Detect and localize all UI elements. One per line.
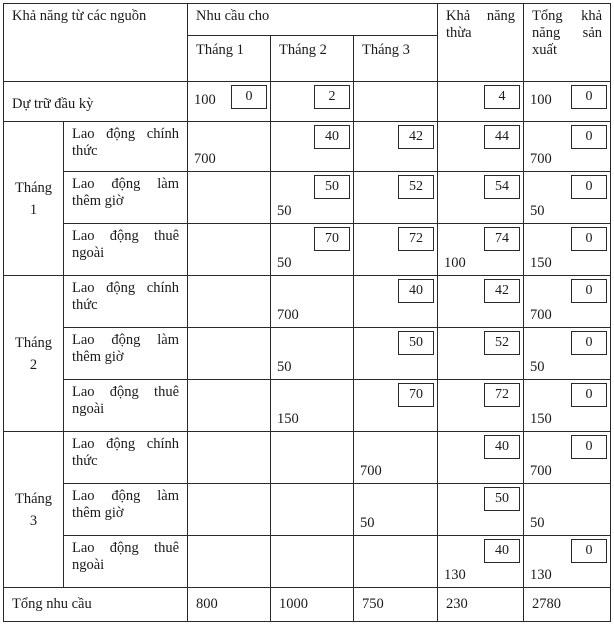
g2-r1-label-a: Lao động chính xyxy=(72,280,180,296)
header-surplus-a: Khả xyxy=(446,8,471,24)
g1-r2-m2-cost: 50 xyxy=(314,175,350,199)
header-total-e: xuất xyxy=(532,42,557,58)
g2-r3-surplus xyxy=(438,380,524,432)
header-total-c: năng xyxy=(532,25,561,41)
g3-r1-surplus-cost: 40 xyxy=(484,435,520,459)
g1-r1-m3 xyxy=(354,122,438,172)
g3-r1-label-a: Lao động chính xyxy=(72,436,180,452)
g3-r3-surplus-value: 130 xyxy=(444,567,466,583)
header-surplus-c: thừa xyxy=(446,25,472,41)
g2-r1-m1 xyxy=(188,276,271,328)
g3-r3-total-cost: 0 xyxy=(571,539,607,563)
g1-row2 xyxy=(4,172,611,224)
totals-surplus: 230 xyxy=(438,588,524,622)
g1-r1-surplus-cost: 44 xyxy=(484,125,520,149)
g1-r1-label-a: Lao động chính xyxy=(72,126,180,142)
g2-r2-m2 xyxy=(271,328,354,380)
g2-r1-total xyxy=(524,276,611,328)
header-total-capacity xyxy=(524,4,611,82)
g3-r3-label-a: Lao động thuê xyxy=(72,540,180,556)
opening-total-value: 100 xyxy=(530,92,552,108)
g3-r1-total-value: 700 xyxy=(530,463,552,479)
g3-r2-label xyxy=(64,484,188,536)
g2-r3-m1 xyxy=(188,380,271,432)
g1-r2-surplus xyxy=(438,172,524,224)
group-2-label-b: 2 xyxy=(29,356,38,373)
g2-r1-surplus xyxy=(438,276,524,328)
g1-r2-label-b: thêm giờ xyxy=(72,193,124,209)
cell-opening-m1 xyxy=(188,82,271,122)
cell-opening-surplus xyxy=(438,82,524,122)
g3-r3-total xyxy=(524,536,611,588)
cell-opening-m3 xyxy=(354,82,438,122)
g1-r1-m1-value: 700 xyxy=(194,151,216,167)
g2-r3-label-b: ngoài xyxy=(72,401,105,417)
g3-r2-m2 xyxy=(271,484,354,536)
g3-r1-m2 xyxy=(271,432,354,484)
g1-r2-total-value: 50 xyxy=(530,203,545,219)
g2-r2-surplus xyxy=(438,328,524,380)
g1-r1-total xyxy=(524,122,611,172)
g2-row2 xyxy=(4,328,611,380)
g3-r2-m3-value: 50 xyxy=(360,515,375,531)
g3-r2-m3 xyxy=(354,484,438,536)
g2-r3-total xyxy=(524,380,611,432)
g1-r2-label xyxy=(64,172,188,224)
group-3-label-b: 3 xyxy=(29,512,38,529)
g2-r3-m3 xyxy=(354,380,438,432)
g3-r1-m3 xyxy=(354,432,438,484)
g3-r2-label-a: Lao động làm xyxy=(72,488,180,504)
totals-m2: 1000 xyxy=(271,588,354,622)
g3-r3-total-value: 130 xyxy=(530,567,552,583)
group-3-label-a: Tháng xyxy=(14,490,53,507)
g3-r1-total-cost: 0 xyxy=(571,435,607,459)
g2-r2-surplus-cost: 52 xyxy=(484,331,520,355)
cell-opening-total xyxy=(524,82,611,122)
g3-r2-label-b: thêm giờ xyxy=(72,505,124,521)
group-2-label-a: Tháng xyxy=(14,334,53,351)
g3-r3-m3 xyxy=(354,536,438,588)
g3-r3-m2 xyxy=(271,536,354,588)
g2-r3-label xyxy=(64,380,188,432)
g1-r3-m3 xyxy=(354,224,438,276)
g1-r3-m3-cost: 72 xyxy=(398,227,434,251)
g1-r1-label-b: thức xyxy=(72,143,98,159)
g2-r2-m3 xyxy=(354,328,438,380)
header-month-1: Tháng 1 xyxy=(188,36,271,82)
g1-row3 xyxy=(4,224,611,276)
g1-r3-m1 xyxy=(188,224,271,276)
g1-r1-surplus xyxy=(438,122,524,172)
g3-row3 xyxy=(4,536,611,588)
g3-r1-m3-value: 700 xyxy=(360,463,382,479)
g2-r1-m3 xyxy=(354,276,438,328)
g3-r1-total xyxy=(524,432,611,484)
g1-r3-surplus-cost: 74 xyxy=(484,227,520,251)
g2-r2-label-b: thêm giờ xyxy=(72,349,124,365)
opening-m1-cost: 0 xyxy=(231,85,267,109)
g2-r1-m3-cost: 40 xyxy=(398,279,434,303)
header-month-2: Tháng 2 xyxy=(271,36,354,82)
g1-r3-m2-value: 50 xyxy=(277,255,292,271)
g2-r3-label-a: Lao động thuê xyxy=(72,384,180,400)
g1-r1-m2 xyxy=(271,122,354,172)
totals-m1: 800 xyxy=(188,588,271,622)
g1-r2-m2-value: 50 xyxy=(277,203,292,219)
g2-r2-label xyxy=(64,328,188,380)
g3-r3-surplus-cost: 40 xyxy=(484,539,520,563)
g3-r1-label-b: thức xyxy=(72,453,98,469)
g3-row1 xyxy=(4,432,611,484)
opening-m2-cost: 2 xyxy=(314,85,350,109)
g1-r1-m3-cost: 42 xyxy=(398,125,434,149)
header-total-a: Tổng xyxy=(532,8,563,24)
opening-surplus-cost: 4 xyxy=(484,85,520,109)
totals-label: Tổng nhu cầu xyxy=(4,588,188,622)
g2-r3-m2-value: 150 xyxy=(277,411,299,427)
g3-r1-label xyxy=(64,432,188,484)
g2-r3-m3-cost: 70 xyxy=(398,383,434,407)
g2-r1-m2 xyxy=(271,276,354,328)
header-surplus-b: năng xyxy=(486,8,516,24)
g2-r2-total-value: 50 xyxy=(530,359,545,375)
group-3-label xyxy=(4,432,64,588)
g1-r2-m3-cost: 52 xyxy=(398,175,434,199)
opening-total-cost: 0 xyxy=(571,85,607,109)
opening-m1-value: 100 xyxy=(194,92,216,108)
header-demand-for xyxy=(188,4,438,36)
g1-r2-m2 xyxy=(271,172,354,224)
g3-r2-m1 xyxy=(188,484,271,536)
g1-r2-total-cost: 0 xyxy=(571,175,607,199)
totals-m3: 750 xyxy=(354,588,438,622)
group-1-label-a: Tháng xyxy=(14,179,53,196)
g1-r3-label-a: Lao động thuê xyxy=(72,228,180,244)
g3-row2 xyxy=(4,484,611,536)
opening-label: Dự trữ đầu kỳ xyxy=(4,82,188,122)
g3-r3-label-b: ngoài xyxy=(72,557,105,573)
g1-r1-m1 xyxy=(188,122,271,172)
header-surplus xyxy=(438,4,524,82)
g3-r2-total-value: 50 xyxy=(530,515,545,531)
g2-r2-label-a: Lao động làm xyxy=(72,332,180,348)
totals-row xyxy=(4,588,611,622)
totals-grand: 2780 xyxy=(524,588,611,622)
g1-r1-total-cost: 0 xyxy=(571,125,607,149)
g1-r3-total-cost: 0 xyxy=(571,227,607,251)
transportation-table xyxy=(3,3,611,622)
g2-r1-m2-value: 700 xyxy=(277,307,299,323)
g2-r3-surplus-cost: 72 xyxy=(484,383,520,407)
g1-r2-surplus-cost: 54 xyxy=(484,175,520,199)
g1-r1-m2-cost: 40 xyxy=(314,125,350,149)
group-1-label xyxy=(4,122,64,276)
g1-row1 xyxy=(4,122,611,172)
g2-r1-label-b: thức xyxy=(72,297,98,313)
g2-row3 xyxy=(4,380,611,432)
g1-r1-label xyxy=(64,122,188,172)
g1-r2-label-a: Lao động làm xyxy=(72,176,180,192)
header-sources xyxy=(4,4,188,82)
g2-row1 xyxy=(4,276,611,328)
g2-r1-label xyxy=(64,276,188,328)
g1-r2-m1 xyxy=(188,172,271,224)
g3-r1-surplus xyxy=(438,432,524,484)
g1-r2-total xyxy=(524,172,611,224)
header-sources-text: Khả năng từ các nguồn xyxy=(12,8,147,24)
group-1-label-b: 1 xyxy=(29,201,38,218)
g2-r1-total-cost: 0 xyxy=(571,279,607,303)
g3-r2-surplus xyxy=(438,484,524,536)
g1-r3-m2-cost: 70 xyxy=(314,227,350,251)
g1-r3-m2 xyxy=(271,224,354,276)
cell-opening-m2 xyxy=(271,82,354,122)
g2-r3-m2 xyxy=(271,380,354,432)
g1-r3-surplus-value: 100 xyxy=(444,255,466,271)
header-demand-for-text: Nhu cầu cho xyxy=(196,8,270,24)
g1-r3-label-b: ngoài xyxy=(72,245,105,261)
g3-r2-surplus-cost: 50 xyxy=(484,487,520,511)
g3-r3-surplus xyxy=(438,536,524,588)
g1-r1-total-value: 700 xyxy=(530,151,552,167)
header-month-3: Tháng 3 xyxy=(354,36,438,82)
g2-r1-surplus-cost: 42 xyxy=(484,279,520,303)
g1-r3-label xyxy=(64,224,188,276)
g2-r1-total-value: 700 xyxy=(530,307,552,323)
g2-r3-total-value: 150 xyxy=(530,411,552,427)
header-total-b: khả xyxy=(581,8,603,24)
g1-r3-total-value: 150 xyxy=(530,255,552,271)
g3-r2-total xyxy=(524,484,611,536)
g1-r3-total xyxy=(524,224,611,276)
group-2-label xyxy=(4,276,64,432)
g3-r1-m1 xyxy=(188,432,271,484)
header-total-d: sản xyxy=(582,25,603,41)
g1-r2-m3 xyxy=(354,172,438,224)
g3-r3-label xyxy=(64,536,188,588)
g1-r3-surplus xyxy=(438,224,524,276)
g2-r3-total-cost: 0 xyxy=(571,383,607,407)
g2-r2-total xyxy=(524,328,611,380)
g2-r2-m2-value: 50 xyxy=(277,359,292,375)
g3-r3-m1 xyxy=(188,536,271,588)
g2-r2-m1 xyxy=(188,328,271,380)
g2-r2-total-cost: 0 xyxy=(571,331,607,355)
opening-row xyxy=(4,82,611,122)
g2-r2-m3-cost: 50 xyxy=(398,331,434,355)
